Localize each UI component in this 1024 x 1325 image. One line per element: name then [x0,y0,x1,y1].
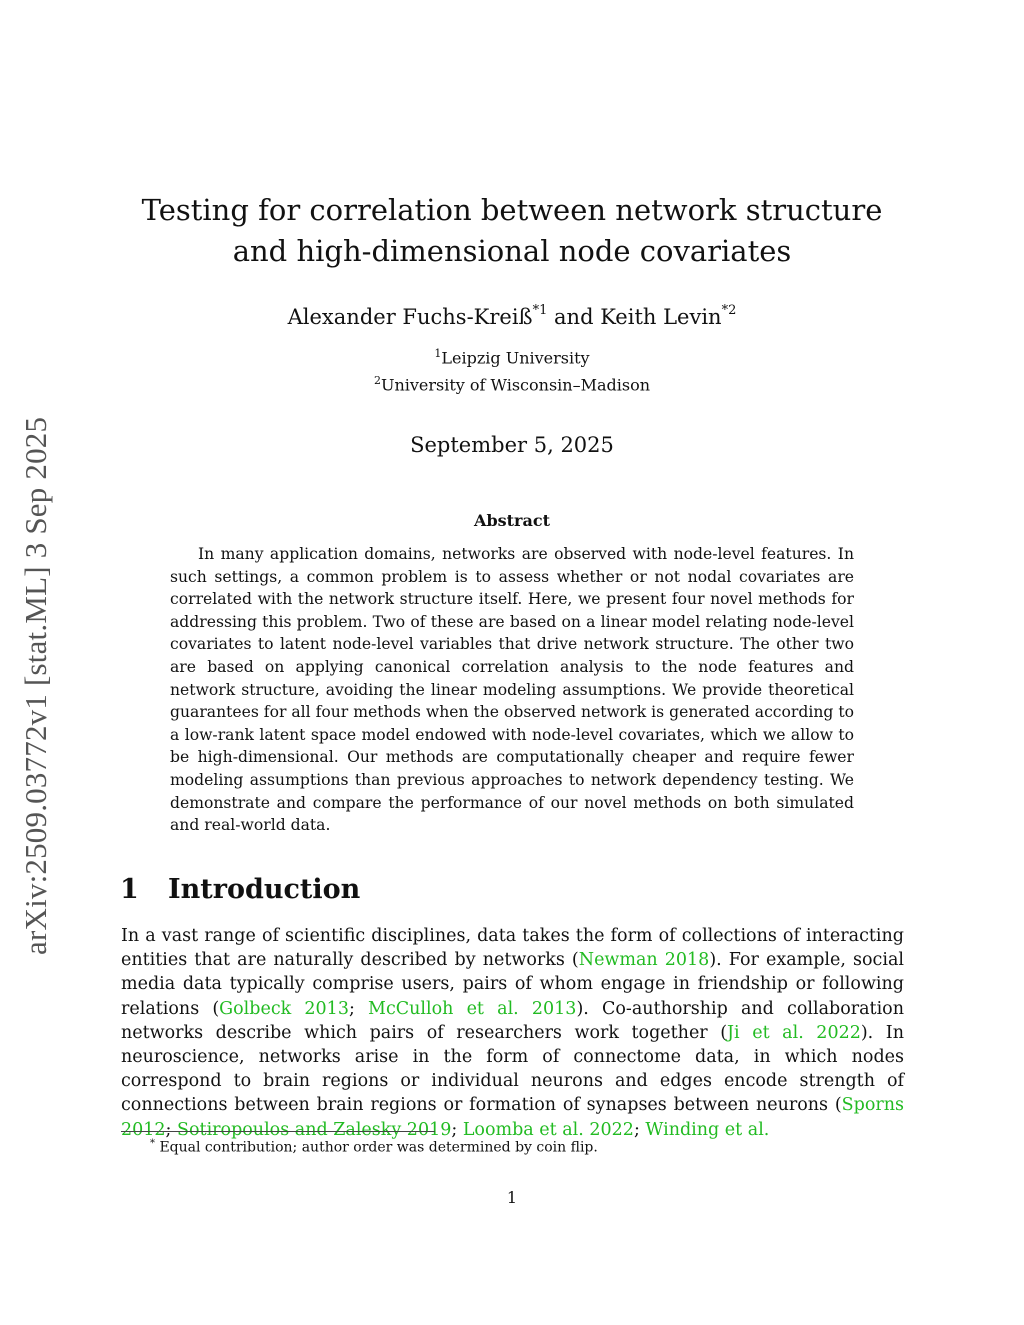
arxiv-identifier[interactable]: arXiv:2509.03772v1 [stat.ML] 3 Sep 2025 [18,416,53,955]
paper-title: Testing for correlation between network structure and high-dimensional node covariates [141,193,883,268]
footnote-mark: * [150,1138,155,1149]
footnote [150,1135,598,1157]
citation-link[interactable]: Sporns 2012 [121,1095,904,1140]
body-text: ; [451,1119,463,1140]
affiliation [112,369,912,396]
page-number: 1 [506,1188,518,1207]
affiliation-name: University of Wisconsin–Madison [380,375,651,395]
affiliation-mark: 1 [434,347,442,360]
author-list [112,298,912,332]
body-text: ). In neuroscience, networks arise in the form of connectome data, in which nodes correspond to brain regions or individual neurons and edges encode strength of connections between brain regions or formation of synapses between neurons ( [121,1022,904,1116]
paper-date: September 5, 2025 [410,433,614,457]
affiliation-mark: 2 [373,374,381,388]
affiliation-name: Leipzig University [441,348,590,368]
footnote-divider [121,1131,435,1132]
citation-link[interactable]: Winding et al. [645,1119,770,1140]
author-joiner: and [547,305,601,329]
citation-link[interactable]: Loomba et al. 2022 [462,1119,634,1140]
citation-link[interactable]: Ji et al. 2022 [727,1022,861,1043]
body-text: ; [165,1119,178,1140]
citation-link[interactable]: McCulloh et al. 2013 [368,998,577,1019]
author-name: Keith Levin [600,305,722,329]
section-title: Introduction [168,874,361,905]
author-mark: *2 [721,303,737,318]
citation-link[interactable]: Sotiropoulos and Zalesky 2019 [177,1119,452,1140]
body-text: ; [633,1119,646,1140]
section-heading [120,872,360,908]
citation-link[interactable]: Golbeck 2013 [219,998,349,1019]
citation-link[interactable]: Newman 2018 [578,950,710,971]
intro-paragraph [121,924,904,1142]
section-number: 1 [120,874,139,905]
author-mark: *1 [532,303,548,318]
body-text: ). For example, social media data typically comprise users, pairs of whom engage in friendship or following relations ( [121,950,904,1019]
footnote-text: Equal contribution; author order was determined by coin flip. [159,1139,598,1156]
affiliation [112,342,912,369]
body-text: ; [348,998,369,1019]
abstract-heading: Abstract [474,511,550,530]
body-text: In a vast range of scientific disciplines, data takes the form of collections of interacting entities that are naturally described by networks ( [121,926,904,971]
affiliation-list [112,342,912,397]
abstract-text: In many application domains, networks are observed with node-level features. In such settings, a common problem is to assess whether or not nodal covariates are correlated with the network structure itself. Here, we present four novel methods for addressing this problem. Two of these are based on a linear model relating node-level covariates to latent node-level variables that drive network structure. The other two are based on applying canonical correlation analysis to the node features and network structure, avoiding the linear modeling assumptions. We provide theoretical guarantees for all four methods when the observed network is generated according to a low-rank latent space model endowed with node-level covariates, which we allow to be high-dimensional. Our methods are computationally cheaper and require fewer modeling assumptions than previous approaches to network dependency testing. We demonstrate and compare the performance of our novel methods on both simulated and real-world data. [170,545,854,835]
body-text: ). Co-authorship and collaboration networks describe which pairs of researchers work together ( [121,998,904,1043]
author-name: Alexander Fuchs-Kreiß [287,305,533,329]
